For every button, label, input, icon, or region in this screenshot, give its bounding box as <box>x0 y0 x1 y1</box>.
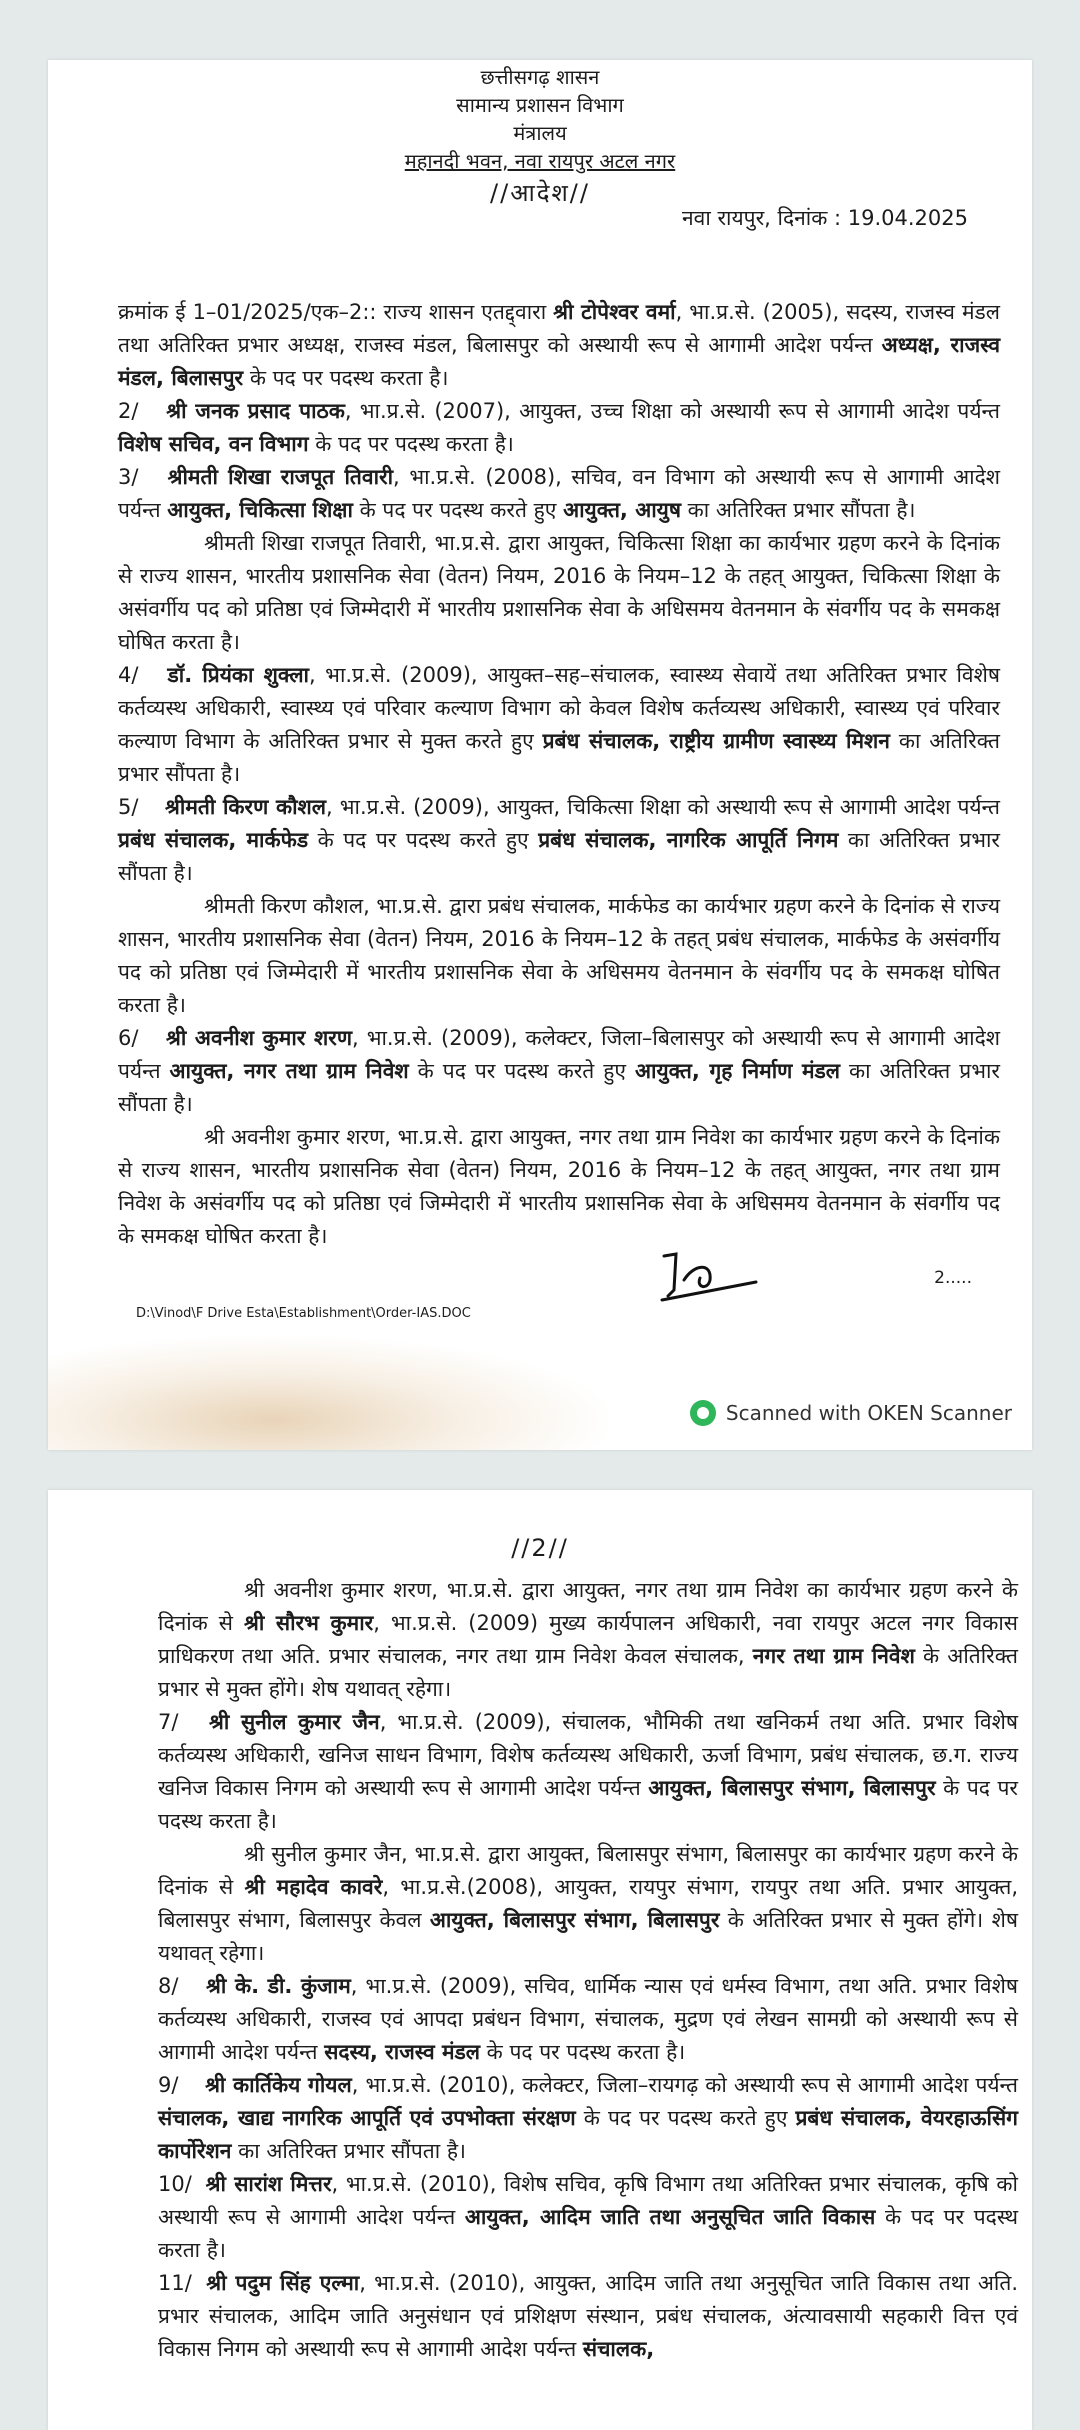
page-number-title: //2// <box>511 1534 569 1562</box>
paragraph-7: 7/ श्री सुनील कुमार जैन, भा.प्र.से. (2009), संचालक, भौमिकी तथा खनिकर्म तथा अति. प्रभार विशेष कर्तव्यस्थ अधिकारी, खनिज साधन विभाग, विशेष कर्तव्यस्थ अधिकारी, ऊर्जा विभाग, प्रबंध संचालक, छ.ग. राज्य खनिज विकास निगम को अस्थायी रूप से आगामी आदेश पर्यन्त आयुक्त, बिलासपुर संभाग, बिलासपुर के पद पर पदस्थ करता है। <box>158 1710 1019 1833</box>
date-line: नवा रायपुर, दिनांक : 19.04.2025 <box>682 206 968 230</box>
header-ministry: मंत्रालय <box>513 121 567 145</box>
paragraph-3: 3/ श्रीमती शिखा राजपूत तिवारी, भा.प्र.से. (2008), सचिव, वन विभाग को अस्थायी रूप से आगामी आदेश पर्यन्त आयुक्त, चिकित्सा शिक्षा के पद पर पदस्थ करते हुए आयुक्त, आयुष का अतिरिक्त प्रभार सौंपता है। <box>118 465 1000 522</box>
file-path: D:\Vinod\F Drive Esta\Establishment\Order-IAS.DOC <box>136 1306 471 1321</box>
scan-smudge <box>48 1336 608 1450</box>
header-department: सामान्य प्रशासन विभाग <box>456 93 624 117</box>
paragraph-11: 11/ श्री पदुम सिंह एल्मा, भा.प्र.से. (2010), आयुक्त, आदिम जाति तथा अनुसूचित जाति विकास तथा अति. प्रभार संचालक, आदिम जाति अनुसंधान एवं प्रशिक्षण संस्थान, प्रबंध संचालक, अंत्यावसायी सहकारी वित्त एवं विकास निगम को अस्थायी रूप से आगामी आदेश पर्यन्त संचालक, <box>158 2271 1018 2361</box>
header-govt: छत्तीसगढ़ शासन <box>480 65 600 89</box>
paragraph-4: 4/ डॉ. प्रियंका शुक्ला, भा.प्र.से. (2009), आयुक्त–सह–संचालक, स्वास्थ्य सेवायें तथा अतिरिक्त प्रभार विशेष कर्तव्यस्थ अधिकारी, स्वास्थ्य एवं परिवार कल्याण विभाग को केवल विशेष कर्तव्यस्थ अधिकारी, स्वास्थ्य एवं परिवार कल्याण विभाग के अतिरिक्त प्रभार से मुक्त करते हुए प्रबंध संचालक, राष्ट्रीय ग्रामीण स्वास्थ्य मिशन का अतिरिक्त प्रभार सौंपता है। <box>118 663 1001 786</box>
paragraph-5: 5/ श्रीमती किरण कौशल, भा.प्र.से. (2009), आयुक्त, चिकित्सा शिक्षा को अस्थायी रूप से आगामी आदेश पर्यन्त प्रबंध संचालक, मार्कफेड के पद पर पदस्थ करते हुए प्रबंध संचालक, नागरिक आपूर्ति निगम का अतिरिक्त प्रभार सौंपता है। <box>118 795 1000 885</box>
paragraph-9: 9/ श्री कार्तिकेय गोयल, भा.प्र.से. (2010), कलेक्टर, जिला–रायगढ़ को अस्थायी रूप से आगामी आदेश पर्यन्त संचालक, खाद्य नागरिक आपूर्ति एवं उपभोक्ता संरक्षण के पद पर पदस्थ करते हुए प्रबंध संचालक, वेयरहाऊसिंग कार्पोरेशन का अतिरिक्त प्रभार सौंपता है। <box>158 2073 1018 2163</box>
paragraph-2: 2/ श्री जनक प्रसाद पाठक, भा.प्र.से. (2007), आयुक्त, उच्च शिक्षा को अस्थायी रूप से आगामी आदेश पर्यन्त विशेष सचिव, वन विभाग के पद पर पदस्थ करता है। <box>118 399 1000 456</box>
paragraph-8: 8/ श्री के. डी. कुंजाम, भा.प्र.से. (2009), सचिव, धार्मिक न्यास एवं धर्मस्व विभाग, तथा अति. प्रभार विशेष कर्तव्यस्थ अधिकारी, राजस्व एवं आपदा प्रबंधन विभाग, संचालक, मुद्रण एवं लेखन सामग्री को अस्थायी रूप से आगामी आदेश पर्यन्त सदस्य, राजस्व मंडल के पद पर पदस्थ करता है। <box>158 1974 1018 2064</box>
scanner-label: Scanned with OKEN Scanner <box>725 1401 1012 1425</box>
header-address: महानदी भवन, नवा रायपुर अटल नगर <box>404 149 676 173</box>
signature-image <box>656 1250 766 1310</box>
order-title: //आदेश// <box>490 179 590 207</box>
paragraph-1: क्रमांक ई 1–01/2025/एक–2:: राज्य शासन एतद्द्वारा श्री टोपेश्वर वर्मा, भा.प्र.से. (2005), सदस्य, राजस्व मंडल तथा अतिरिक्त प्रभार अध्यक्ष, राजस्व मंडल, बिलासपुर को अस्थायी रूप से आगामी आदेश पर्यन्त अध्यक्ष, राजस्व मंडल, बिलासपुर के पद पर पदस्थ करता है। <box>118 300 1000 390</box>
order-body-1 <box>118 296 1000 1253</box>
order-body-2 <box>158 1574 1018 2366</box>
scanner-logo-icon <box>690 1400 716 1426</box>
paragraph-6b: श्री अवनीश कुमार शरण, भा.प्र.से. द्वारा आयुक्त, नगर तथा ग्राम निवेश का कार्यभार ग्रहण करने के दिनांक से राज्य शासन, भारतीय प्रशासनिक सेवा (वेतन) नियम, 2016 के नियम–12 के तहत् आयुक्त, नगर तथा ग्राम निवेश के असंवर्गीय पद को प्रतिष्ठा एवं जिम्मेदारी में भारतीय प्रशासनिक सेवा के अधिसमय वेतनमान के संवर्गीय पद के समकक्ष घोषित करता है। <box>118 1125 1000 1248</box>
paragraph-6c: श्री अवनीश कुमार शरण, भा.प्र.से. द्वारा आयुक्त, नगर तथा ग्राम निवेश का कार्यभार ग्रहण करने के दिनांक से श्री सौरभ कुमार, भा.प्र.से. (2009) मुख्य कार्यपालन अधिकारी, नवा रायपुर अटल नगर विकास प्राधिकरण तथा अति. प्रभार संचालक, नगर तथा ग्राम निवेश केवल संचालक, नगर तथा ग्राम निवेश के अतिरिक्त प्रभार से मुक्त होंगे। शेष यथावत् रहेगा। <box>158 1578 1018 1701</box>
scanner-watermark <box>690 1400 1012 1426</box>
document-page-2 <box>48 1490 1032 2430</box>
paragraph-10: 10/ श्री सारांश मित्तर, भा.प्र.से. (2010), विशेष सचिव, कृषि विभाग तथा अतिरिक्त प्रभार संचालक, कृषि को अस्थायी रूप से आगामी आदेश पर्यन्त आयुक्त, आदिम जाति तथा अनुसूचित जाति विकास के पद पर पदस्थ करता है। <box>158 2172 1018 2262</box>
next-page-reference: 2..... <box>934 1268 972 1288</box>
paragraph-6: 6/ श्री अवनीश कुमार शरण, भा.प्र.से. (2009), कलेक्टर, जिला–बिलासपुर को अस्थायी रूप से आगामी आदेश पर्यन्त आयुक्त, नगर तथा ग्राम निवेश के पद पर पदस्थ करते हुए आयुक्त, गृह निर्माण मंडल का अतिरिक्त प्रभार सौंपता है। <box>118 1026 1000 1116</box>
document-page-1 <box>48 60 1032 1450</box>
paragraph-5b: श्रीमती किरण कौशल, भा.प्र.से. द्वारा प्रबंध संचालक, मार्कफेड का कार्यभार ग्रहण करने के दिनांक से राज्य शासन, भारतीय प्रशासनिक सेवा (वेतन) नियम, 2016 के नियम–12 के तहत् प्रबंध संचालक, मार्कफेड के असंवर्गीय पद को प्रतिष्ठा एवं जिम्मेदारी में भारतीय प्रशासनिक सेवा के अधिसमय वेतनमान के संवर्गीय पद के समकक्ष घोषित करता है। <box>118 894 1000 1017</box>
paragraph-3b: श्रीमती शिखा राजपूत तिवारी, भा.प्र.से. द्वारा आयुक्त, चिकित्सा शिक्षा का कार्यभार ग्रहण करने के दिनांक से राज्य शासन, भारतीय प्रशासनिक सेवा (वेतन) नियम, 2016 के नियम–12 के तहत् आयुक्त, चिकित्सा शिक्षा के असंवर्गीय पद को प्रतिष्ठा एवं जिम्मेदारी में भारतीय प्रशासनिक सेवा के अधिसमय वेतनमान के संवर्गीय पद के समकक्ष घोषित करता है। <box>118 531 1000 654</box>
paragraph-7b: श्री सुनील कुमार जैन, भा.प्र.से. द्वारा आयुक्त, बिलासपुर संभाग, बिलासपुर का कार्यभार ग्रहण करने के दिनांक से श्री महादेव कावरे, भा.प्र.से.(2008), आयुक्त, रायपुर संभाग, रायपुर तथा अति. प्रभार आयुक्त, बिलासपुर संभाग, बिलासपुर केवल आयुक्त, बिलासपुर संभाग, बिलासपुर के अतिरिक्त प्रभार से मुक्त होंगे। शेष यथावत् रहेगा। <box>158 1842 1019 1965</box>
